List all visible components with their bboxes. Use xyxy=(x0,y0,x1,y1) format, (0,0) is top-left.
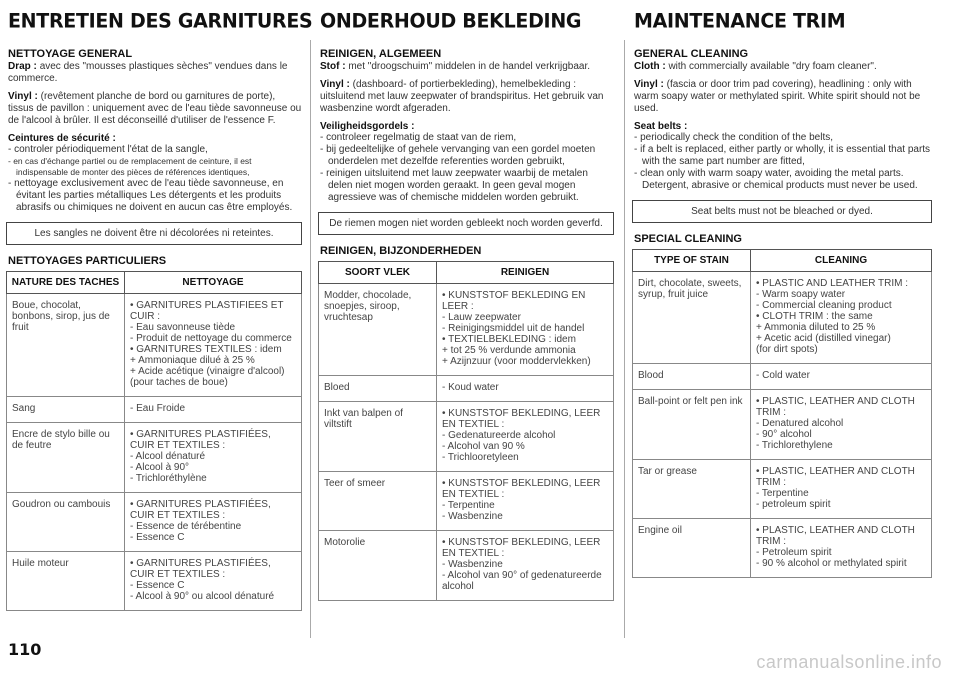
special-cleaning-heading: SPECIAL CLEANING xyxy=(634,233,742,245)
cleaning-cell xyxy=(437,472,614,531)
cleaning-line: - Eau Froide xyxy=(130,403,186,414)
cleaning-line: - Commercial cleaning product xyxy=(756,300,892,311)
cleaning-line: - Alcool à 90° xyxy=(130,462,190,473)
cleaning-line: - Essence C xyxy=(130,580,185,591)
cleaning-line: - Alcohol van 90 % xyxy=(442,441,525,452)
general-cleaning-heading: NETTOYAGE GENERAL xyxy=(8,48,133,60)
cleaning-line: • PLASTIC, LEATHER AND CLOTH TRIM : xyxy=(756,466,915,488)
cleaning-line: • KUNSTSTOF BEKLEDING, LEER EN TEXTIEL : xyxy=(442,537,601,559)
table-row xyxy=(319,531,614,601)
stain-cell: Dirt, chocolate, sweets, syrup, fruit juice xyxy=(633,272,751,364)
cleaning-cell xyxy=(125,294,302,397)
cleaning-line: - Alcool dénaturé xyxy=(130,451,206,462)
list-item: - reinigen uitsluitend met lauw zeepwater waarbij de metalen delen niet mogen worden geraakt. In geen geval mogen agressieve was of chemische middelen worden gebruikt. xyxy=(320,168,588,203)
cleaning-cell xyxy=(751,460,932,519)
cleaning-cell xyxy=(125,397,302,423)
stain-cell: Motorolie xyxy=(319,531,437,601)
stain-cell: Huile moteur xyxy=(7,552,125,611)
cleaning-cell xyxy=(437,531,614,601)
table-row xyxy=(319,376,614,402)
list-item: - if a belt is replaced, either partly or wholly, it is essential that parts with the same part number are fitted, xyxy=(634,144,931,167)
cloth-text: met "droogschuim" middelen in de handel verkrijgbaar. xyxy=(348,61,591,72)
cleaning-line: - Reinigingsmiddel uit de handel xyxy=(442,323,585,334)
cleaning-line: - Essence de térébentine xyxy=(130,521,242,532)
column-divider xyxy=(624,40,625,638)
page-number: 110 xyxy=(8,640,42,659)
warning-note-box xyxy=(6,222,302,245)
special-cleaning-heading: REINIGEN, BIJZONDERHEDEN xyxy=(320,245,482,257)
table-row xyxy=(633,272,932,364)
cleaning-line: • GARNITURES PLASTIFIÉES, CUIR ET TEXTILES : xyxy=(130,429,271,451)
seat-belts-heading: Ceintures de sécurité : xyxy=(8,133,116,144)
cleaning-line: - Trichloréthylène xyxy=(130,473,207,484)
seat-belts-list xyxy=(634,132,932,192)
stain-cell: Sang xyxy=(7,397,125,423)
cleaning-line: • GARNITURES PLASTIFIEES ET CUIR : xyxy=(130,300,284,322)
warning-note-box xyxy=(632,200,932,223)
cleaning-line: - Terpentine xyxy=(442,500,495,511)
cleaning-line: - Petroleum spirit xyxy=(756,547,832,558)
general-cleaning-heading: REINIGEN, ALGEMEEN xyxy=(320,48,442,60)
stain-cell: Boue, chocolat, bonbons, sirop, jus de fruit xyxy=(7,294,125,397)
vinyl-text: (fascia or door trim pad covering), headlining : only with warm soapy water or methylated spirit. White spirit should not be used. xyxy=(634,79,921,114)
table-row xyxy=(319,402,614,472)
cleaning-line: • KUNSTSTOF BEKLEDING, LEER EN TEXTIEL : xyxy=(442,408,601,430)
cleaning-line: • PLASTIC, LEATHER AND CLOTH TRIM : xyxy=(756,396,915,418)
cleaning-line: - Alcool à 90° ou alcool dénaturé xyxy=(130,591,275,602)
cleaning-line: - Trichlorethylene xyxy=(756,440,833,451)
stain-cell: Engine oil xyxy=(633,519,751,578)
warning-note: Seat belts must not be bleached or dyed. xyxy=(691,206,873,217)
vinyl-text: (revêtement planche de bord ou garnitures de porte), tissus de pavillon : uniquement avec de l'eau tiède savonneuse ou de l'alcool à brûler. Il est déconseillé d'utiliser de l'essence F. xyxy=(8,91,302,126)
vinyl-label: Vinyl : xyxy=(320,79,350,90)
list-item: - en cas d'échange partiel ou de remplacement de ceinture, il est indispensable de monter des pièces de références identiques, xyxy=(8,156,252,177)
cleaning-line: - Koud water xyxy=(442,382,499,393)
cloth-text: avec des "mousses plastiques sèches" vendues dans le commerce. xyxy=(8,61,288,84)
stain-table xyxy=(632,249,932,578)
table-row xyxy=(633,460,932,519)
cleaning-line: • TEXTIELBEKLEDING : idem xyxy=(442,334,576,345)
special-cleaning-heading: NETTOYAGES PARTICULIERS xyxy=(8,255,167,267)
cleaning-line: • CLOTH TRIM : the same xyxy=(756,311,873,322)
warning-note-box xyxy=(318,212,614,235)
cleaning-line: - Cold water xyxy=(756,370,810,381)
list-item: - clean only with warm soapy water, avoiding the metal parts. Detergent, abrasive or chemical products must never be used. xyxy=(634,168,918,191)
cleaning-line: + Azijnzuur (voor moddervlekken) xyxy=(442,356,591,367)
cleaning-line: • GARNITURES PLASTIFIÉES, CUIR ET TEXTILES : xyxy=(130,558,271,580)
french-column xyxy=(6,0,313,677)
cleaning-cell xyxy=(751,364,932,390)
cleaning-line: - Wasbenzine xyxy=(442,559,503,570)
cleaning-line: + Ammoniaque dilué à 25 % xyxy=(130,355,255,366)
dutch-column xyxy=(318,0,614,677)
list-item: - controler périodiquement l'état de la sangle, xyxy=(8,144,208,155)
table-row xyxy=(319,472,614,531)
vinyl-paragraph xyxy=(8,91,302,127)
cleaning-line: (pour taches de boue) xyxy=(130,377,228,388)
english-column xyxy=(632,0,932,677)
cleaning-line: - Warm soapy water xyxy=(756,289,846,300)
column-header: REINIGEN xyxy=(437,262,614,284)
stain-table xyxy=(6,271,302,611)
stain-cell: Ball-point or felt pen ink xyxy=(633,390,751,460)
list-item: - nettoyage exclusivement avec de l'eau tiède savonneuse, en évitant les parties métalliques Les détergents et les produits abrasifs ou chimiques ne doivent en aucun cas être employés. xyxy=(8,178,293,213)
general-cleaning-heading: GENERAL CLEANING xyxy=(634,48,749,60)
table-row xyxy=(633,364,932,390)
cleaning-cell xyxy=(125,552,302,611)
cleaning-line: - Trichlooretyleen xyxy=(442,452,519,463)
cleaning-line: • KUNSTSTOF BEKLEDING EN LEER : xyxy=(442,290,586,312)
table-row xyxy=(633,390,932,460)
cleaning-line: - Terpentine xyxy=(756,488,809,499)
cleaning-line: • PLASTIC AND LEATHER TRIM : xyxy=(756,278,909,289)
cleaning-line: - Alcohol van 90° of gedenatureerde alcohol xyxy=(442,570,602,592)
cleaning-cell xyxy=(437,402,614,472)
cleaning-line: • GARNITURES TEXTILES : idem xyxy=(130,344,282,355)
cloth-label: Drap : xyxy=(8,61,37,72)
column-header: SOORT VLEK xyxy=(319,262,437,284)
column-header: TYPE OF STAIN xyxy=(633,250,751,272)
section-title: ONDERHOUD BEKLEDING xyxy=(320,9,582,33)
table-row xyxy=(319,284,614,376)
vinyl-text: (dashboard- of portierbekleding), hemelbekleding : uitsluitend met lauw zeepwater of brandspiritus. Het gebruik van wasbenzine wordt afgeraden. xyxy=(320,79,604,114)
section-title: MAINTENANCE TRIM xyxy=(634,9,846,33)
table-row xyxy=(7,552,302,611)
cleaning-line: (for dirt spots) xyxy=(756,344,818,355)
cleaning-line: - Gedenatureerde alcohol xyxy=(442,430,556,441)
list-item: - periodically check the condition of the belts, xyxy=(634,132,833,143)
vinyl-label: Vinyl : xyxy=(8,91,38,102)
table-row xyxy=(7,423,302,493)
cleaning-line: - Lauw zeepwater xyxy=(442,312,521,323)
cleaning-cell xyxy=(751,390,932,460)
cleaning-line: - 90° alcohol xyxy=(756,429,812,440)
vinyl-paragraph xyxy=(634,79,932,115)
stain-cell: Tar or grease xyxy=(633,460,751,519)
warning-note: De riemen mogen niet worden gebleekt noch worden geverfd. xyxy=(329,218,603,229)
cleaning-line: - Essence C xyxy=(130,532,185,543)
cleaning-line: - Wasbenzine xyxy=(442,511,503,522)
seat-belts-heading: Veiligheidsgordels : xyxy=(320,121,415,132)
cloth-label: Cloth : xyxy=(634,61,666,72)
cleaning-cell xyxy=(125,493,302,552)
section-title: ENTRETIEN DES GARNITURES xyxy=(8,9,313,33)
cleaning-cell xyxy=(125,423,302,493)
cleaning-cell xyxy=(751,272,932,364)
cleaning-line: + Acetic acid (distilled vinegar) xyxy=(756,333,891,344)
stain-cell: Modder, chocolade, snoepjes, siroop, vruchtesap xyxy=(319,284,437,376)
cleaning-line: + Acide acétique (vinaigre d'alcool) xyxy=(130,366,285,377)
column-header: NATURE DES TACHES xyxy=(7,272,125,294)
column-divider xyxy=(310,40,311,638)
seat-belts-list xyxy=(320,132,614,204)
cloth-text: with commercially available "dry foam cleaner". xyxy=(668,61,877,72)
stain-cell: Teer of smeer xyxy=(319,472,437,531)
cleaning-cell xyxy=(437,376,614,402)
cleaning-line: - petroleum spirit xyxy=(756,499,831,510)
cleaning-line: • PLASTIC, LEATHER AND CLOTH TRIM : xyxy=(756,525,915,547)
warning-note: Les sangles ne doivent être ni décolorées ni reteintes. xyxy=(34,228,274,239)
vinyl-label: Vinyl : xyxy=(634,79,664,90)
vinyl-paragraph xyxy=(320,79,614,115)
cloth-label: Stof : xyxy=(320,61,346,72)
table-row xyxy=(633,519,932,578)
cleaning-line: • KUNSTSTOF BEKLEDING, LEER EN TEXTIEL : xyxy=(442,478,601,500)
cleaning-line: - 90 % alcohol or methylated spirit xyxy=(756,558,907,569)
stain-cell: Bloed xyxy=(319,376,437,402)
stain-cell: Inkt van balpen of viltstift xyxy=(319,402,437,472)
cleaning-line: - Denatured alcohol xyxy=(756,418,844,429)
cleaning-line: - Produit de nettoyage du commerce xyxy=(130,333,292,344)
cloth-paragraph xyxy=(320,61,614,73)
cloth-paragraph xyxy=(8,61,302,85)
table-row xyxy=(7,294,302,397)
list-item: - bij gedeeltelijke of gehele vervanging van een gordel moeten onderdelen met dezelfde referenties worden gebruikt, xyxy=(320,144,596,167)
seat-belts-heading: Seat belts : xyxy=(634,121,688,132)
column-header: NETTOYAGE xyxy=(125,272,302,294)
table-row xyxy=(7,397,302,423)
cleaning-cell xyxy=(437,284,614,376)
stain-cell: Blood xyxy=(633,364,751,390)
cleaning-line: + tot 25 % verdunde ammonia xyxy=(442,345,576,356)
cleaning-line: • GARNITURES PLASTIFIÉES, CUIR ET TEXTILES : xyxy=(130,499,271,521)
stain-table xyxy=(318,261,614,601)
stain-cell: Goudron ou cambouis xyxy=(7,493,125,552)
list-item: - controleer regelmatig de staat van de riem, xyxy=(320,132,517,143)
watermark: carmanualsonline.info xyxy=(756,652,942,672)
table-row xyxy=(7,493,302,552)
stain-cell: Encre de stylo bille ou de feutre xyxy=(7,423,125,493)
cleaning-cell xyxy=(751,519,932,578)
cleaning-line: + Ammonia diluted to 25 % xyxy=(756,322,876,333)
cloth-paragraph xyxy=(634,61,932,73)
seat-belts-list xyxy=(8,144,302,214)
column-header: CLEANING xyxy=(751,250,932,272)
cleaning-line: - Eau savonneuse tiède xyxy=(130,322,236,333)
